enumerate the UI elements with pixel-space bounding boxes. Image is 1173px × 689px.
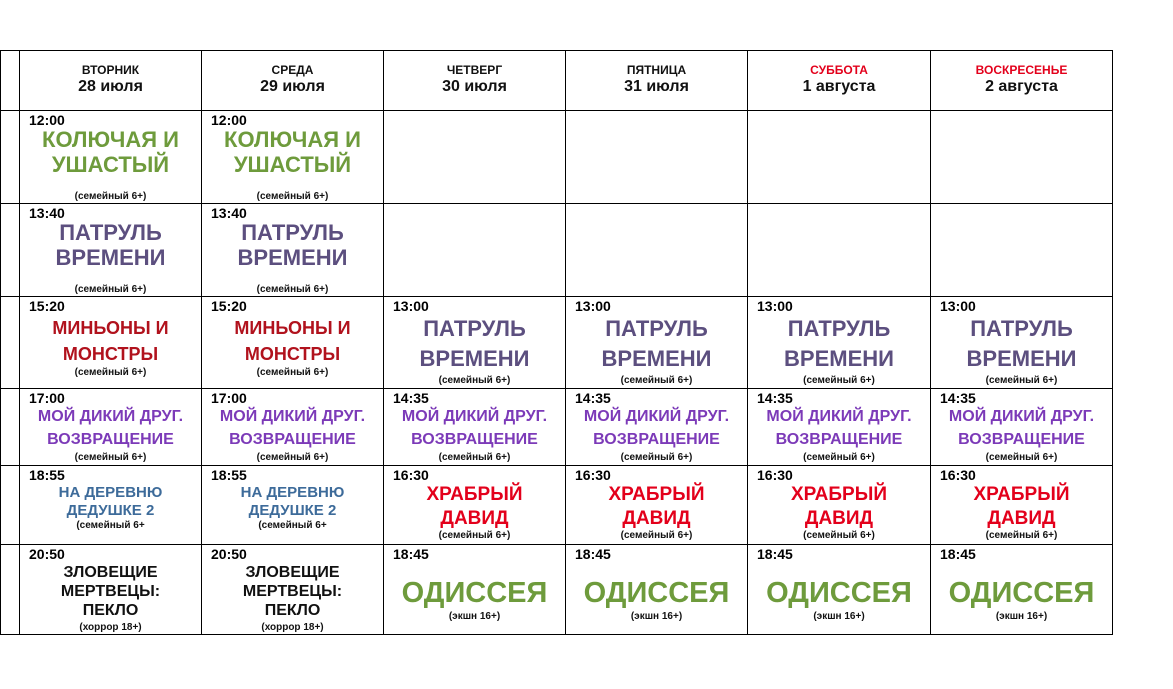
day-header-tue xyxy=(20,51,202,111)
empty-cell xyxy=(566,111,748,204)
session-time: 14:35 xyxy=(940,390,976,406)
movie-title: ХРАБРЫЙ ДАВИД xyxy=(608,484,705,529)
day-name: ВТОРНИК xyxy=(81,63,140,77)
age-rating: (семейный 6+) xyxy=(985,375,1058,386)
age-rating: (семейный 6+) xyxy=(438,530,511,541)
session-cell xyxy=(931,466,1113,545)
age-rating: (семейный 6+) xyxy=(74,191,147,202)
schedule-table xyxy=(0,50,1113,635)
session-cell xyxy=(931,545,1113,635)
label-cell xyxy=(1,51,20,111)
empty-cell xyxy=(384,204,566,297)
day-header-sun xyxy=(931,51,1113,111)
day-header-fri xyxy=(566,51,748,111)
day-date: 31 июля xyxy=(624,78,689,95)
session-cell xyxy=(566,466,748,545)
movie-title: ХРАБРЫЙ ДАВИД xyxy=(791,484,887,529)
session-cell xyxy=(748,297,931,389)
session-time: 18:45 xyxy=(393,546,429,562)
session-time: 12:00 xyxy=(211,112,247,128)
age-rating: (семейный 6+) xyxy=(256,367,329,378)
session-time: 13:00 xyxy=(757,298,793,314)
movie-title: НА ДЕРЕВНЮ ДЕДУШКЕ 2 xyxy=(240,484,345,519)
movie-title: МОЙ ДИКИЙ ДРУГ. ВОЗВРАЩЕНИЕ xyxy=(766,408,912,449)
empty-cell xyxy=(931,204,1113,297)
movie-title: МОЙ ДИКИЙ ДРУГ. ВОЗВРАЩЕНИЕ xyxy=(948,408,1095,449)
day-date: 29 июля xyxy=(260,78,325,95)
session-cell xyxy=(202,204,384,297)
session-cell xyxy=(202,111,384,204)
session-time: 16:30 xyxy=(393,467,429,483)
movie-title: МОЙ ДИКИЙ ДРУГ. ВОЗВРАЩЕНИЕ xyxy=(219,408,366,449)
session-cell xyxy=(20,111,202,204)
schedule-row xyxy=(1,204,1113,297)
schedule-row xyxy=(1,297,1113,389)
movie-title: МИНЬОНЫ И МОНСТРЫ xyxy=(234,318,351,365)
session-cell xyxy=(384,297,566,389)
session-time: 14:35 xyxy=(757,390,793,406)
age-rating: (семейный 6+) xyxy=(620,452,693,463)
day-name: ВОСКРЕСЕНЬЕ xyxy=(975,63,1068,77)
movie-title: КОЛЮЧАЯ И УШАСТЫЙ xyxy=(42,127,179,177)
session-time: 18:45 xyxy=(757,546,793,562)
movie-title: ХРАБРЫЙ ДАВИД xyxy=(973,484,1070,529)
age-rating: (хоррор 18+) xyxy=(79,622,142,633)
age-rating: (семейный 6+) xyxy=(620,375,693,386)
age-rating: (семейный 6+) xyxy=(74,367,147,378)
session-time: 13:00 xyxy=(575,298,611,314)
session-time: 18:45 xyxy=(940,546,976,562)
session-cell xyxy=(202,466,384,545)
label-cell xyxy=(1,204,20,297)
movie-title: ПАТРУЛЬ ВРЕМЕНИ xyxy=(419,316,530,371)
movie-title: МИНЬОНЫ И МОНСТРЫ xyxy=(52,318,169,365)
age-rating: (экшн 16+) xyxy=(630,611,683,622)
empty-cell xyxy=(748,111,931,204)
session-cell xyxy=(748,389,931,466)
age-rating: (семейный 6+) xyxy=(985,452,1058,463)
age-rating: (семейный 6+) xyxy=(620,530,693,541)
session-cell xyxy=(566,297,748,389)
age-rating: (семейный 6+ xyxy=(76,520,145,531)
age-rating: (экшн 16+) xyxy=(813,611,865,622)
schedule-row xyxy=(1,111,1113,204)
movie-title: ЗЛОВЕЩИЕ МЕРТВЕЦЫ: ПЕКЛО xyxy=(60,564,161,620)
age-rating: (семейный 6+) xyxy=(803,452,875,463)
session-cell xyxy=(566,545,748,635)
session-cell xyxy=(931,389,1113,466)
label-cell xyxy=(1,466,20,545)
movie-title: МОЙ ДИКИЙ ДРУГ. ВОЗВРАЩЕНИЕ xyxy=(401,408,548,449)
movie-title: ПАТРУЛЬ ВРЕМЕНИ xyxy=(784,316,894,371)
day-date: 2 августа xyxy=(985,78,1058,95)
age-rating: (семейный 6+) xyxy=(985,530,1058,541)
session-cell xyxy=(566,389,748,466)
movie-title: МОЙ ДИКИЙ ДРУГ. ВОЗВРАЩЕНИЕ xyxy=(583,408,730,449)
movie-title: ПАТРУЛЬ ВРЕМЕНИ xyxy=(237,220,348,270)
movie-title: ПАТРУЛЬ ВРЕМЕНИ xyxy=(55,220,166,270)
label-cell xyxy=(1,297,20,389)
session-time: 18:55 xyxy=(29,467,65,483)
movie-title: ЗЛОВЕЩИЕ МЕРТВЕЦЫ: ПЕКЛО xyxy=(242,564,343,620)
age-rating: (семейный 6+) xyxy=(438,375,511,386)
age-rating: (семейный 6+) xyxy=(803,375,875,386)
day-header-wed xyxy=(202,51,384,111)
day-date: 1 августа xyxy=(802,78,876,95)
session-time: 12:00 xyxy=(29,112,65,128)
movie-title: НА ДЕРЕВНЮ ДЕДУШКЕ 2 xyxy=(58,484,163,519)
age-rating: (семейный 6+ xyxy=(258,520,327,531)
session-time: 20:50 xyxy=(211,546,247,562)
session-cell xyxy=(384,466,566,545)
session-time: 20:50 xyxy=(29,546,65,562)
session-time: 13:00 xyxy=(940,298,976,314)
movie-title: ПАТРУЛЬ ВРЕМЕНИ xyxy=(966,316,1077,371)
session-time: 17:00 xyxy=(29,390,65,406)
movie-title: ОДИССЕЯ xyxy=(583,577,730,609)
session-cell xyxy=(202,389,384,466)
age-rating: (семейный 6+) xyxy=(803,530,875,541)
movie-title: МОЙ ДИКИЙ ДРУГ. ВОЗВРАЩЕНИЕ xyxy=(37,408,184,449)
day-name: СРЕДА xyxy=(271,63,314,77)
session-cell xyxy=(384,545,566,635)
session-cell xyxy=(20,389,202,466)
movie-title: ОДИССЕЯ xyxy=(401,577,548,609)
age-rating: (семейный 6+) xyxy=(74,284,147,295)
session-time: 18:55 xyxy=(211,467,247,483)
empty-cell xyxy=(384,111,566,204)
age-rating: (хоррор 18+) xyxy=(261,622,324,633)
day-date: 30 июля xyxy=(442,78,507,95)
movie-title: ОДИССЕЯ xyxy=(948,577,1095,609)
movie-title: КОЛЮЧАЯ И УШАСТЫЙ xyxy=(224,127,361,177)
session-time: 16:30 xyxy=(575,467,611,483)
day-name: ПЯТНИЦА xyxy=(626,63,687,77)
session-cell xyxy=(20,466,202,545)
session-time: 13:00 xyxy=(393,298,429,314)
movie-title: ПАТРУЛЬ ВРЕМЕНИ xyxy=(601,316,712,371)
label-cell xyxy=(1,111,20,204)
session-cell xyxy=(748,466,931,545)
schedule-row xyxy=(1,389,1113,466)
age-rating: (семейный 6+) xyxy=(256,284,329,295)
session-time: 15:20 xyxy=(211,298,247,314)
age-rating: (экшн 16+) xyxy=(448,611,501,622)
session-time: 16:30 xyxy=(757,467,793,483)
movie-title: ОДИССЕЯ xyxy=(766,577,912,609)
session-time: 13:40 xyxy=(29,205,65,221)
session-time: 13:40 xyxy=(211,205,247,221)
session-time: 14:35 xyxy=(393,390,429,406)
movie-title: ХРАБРЫЙ ДАВИД xyxy=(426,484,523,529)
age-rating: (семейный 6+) xyxy=(74,452,147,463)
age-rating: (экшн 16+) xyxy=(995,611,1048,622)
header-row xyxy=(1,51,1113,111)
day-name: СУББОТА xyxy=(810,63,868,77)
empty-cell xyxy=(748,204,931,297)
age-rating: (семейный 6+) xyxy=(256,452,329,463)
age-rating: (семейный 6+) xyxy=(438,452,511,463)
age-rating: (семейный 6+) xyxy=(256,191,329,202)
session-time: 16:30 xyxy=(940,467,976,483)
label-cell xyxy=(1,389,20,466)
session-cell xyxy=(20,545,202,635)
day-name: ЧЕТВЕРГ xyxy=(446,63,503,77)
label-cell xyxy=(1,545,20,635)
session-time: 15:20 xyxy=(29,298,65,314)
session-time: 14:35 xyxy=(575,390,611,406)
day-header-sat xyxy=(748,51,931,111)
session-cell xyxy=(748,545,931,635)
session-cell xyxy=(384,389,566,466)
schedule-row xyxy=(1,545,1113,635)
day-date: 28 июля xyxy=(78,78,143,95)
session-cell xyxy=(202,545,384,635)
day-header-thu xyxy=(384,51,566,111)
session-time: 18:45 xyxy=(575,546,611,562)
empty-cell xyxy=(931,111,1113,204)
session-cell xyxy=(931,297,1113,389)
session-cell xyxy=(202,297,384,389)
empty-cell xyxy=(566,204,748,297)
session-cell xyxy=(20,297,202,389)
schedule-row xyxy=(1,466,1113,545)
session-cell xyxy=(20,204,202,297)
session-time: 17:00 xyxy=(211,390,247,406)
